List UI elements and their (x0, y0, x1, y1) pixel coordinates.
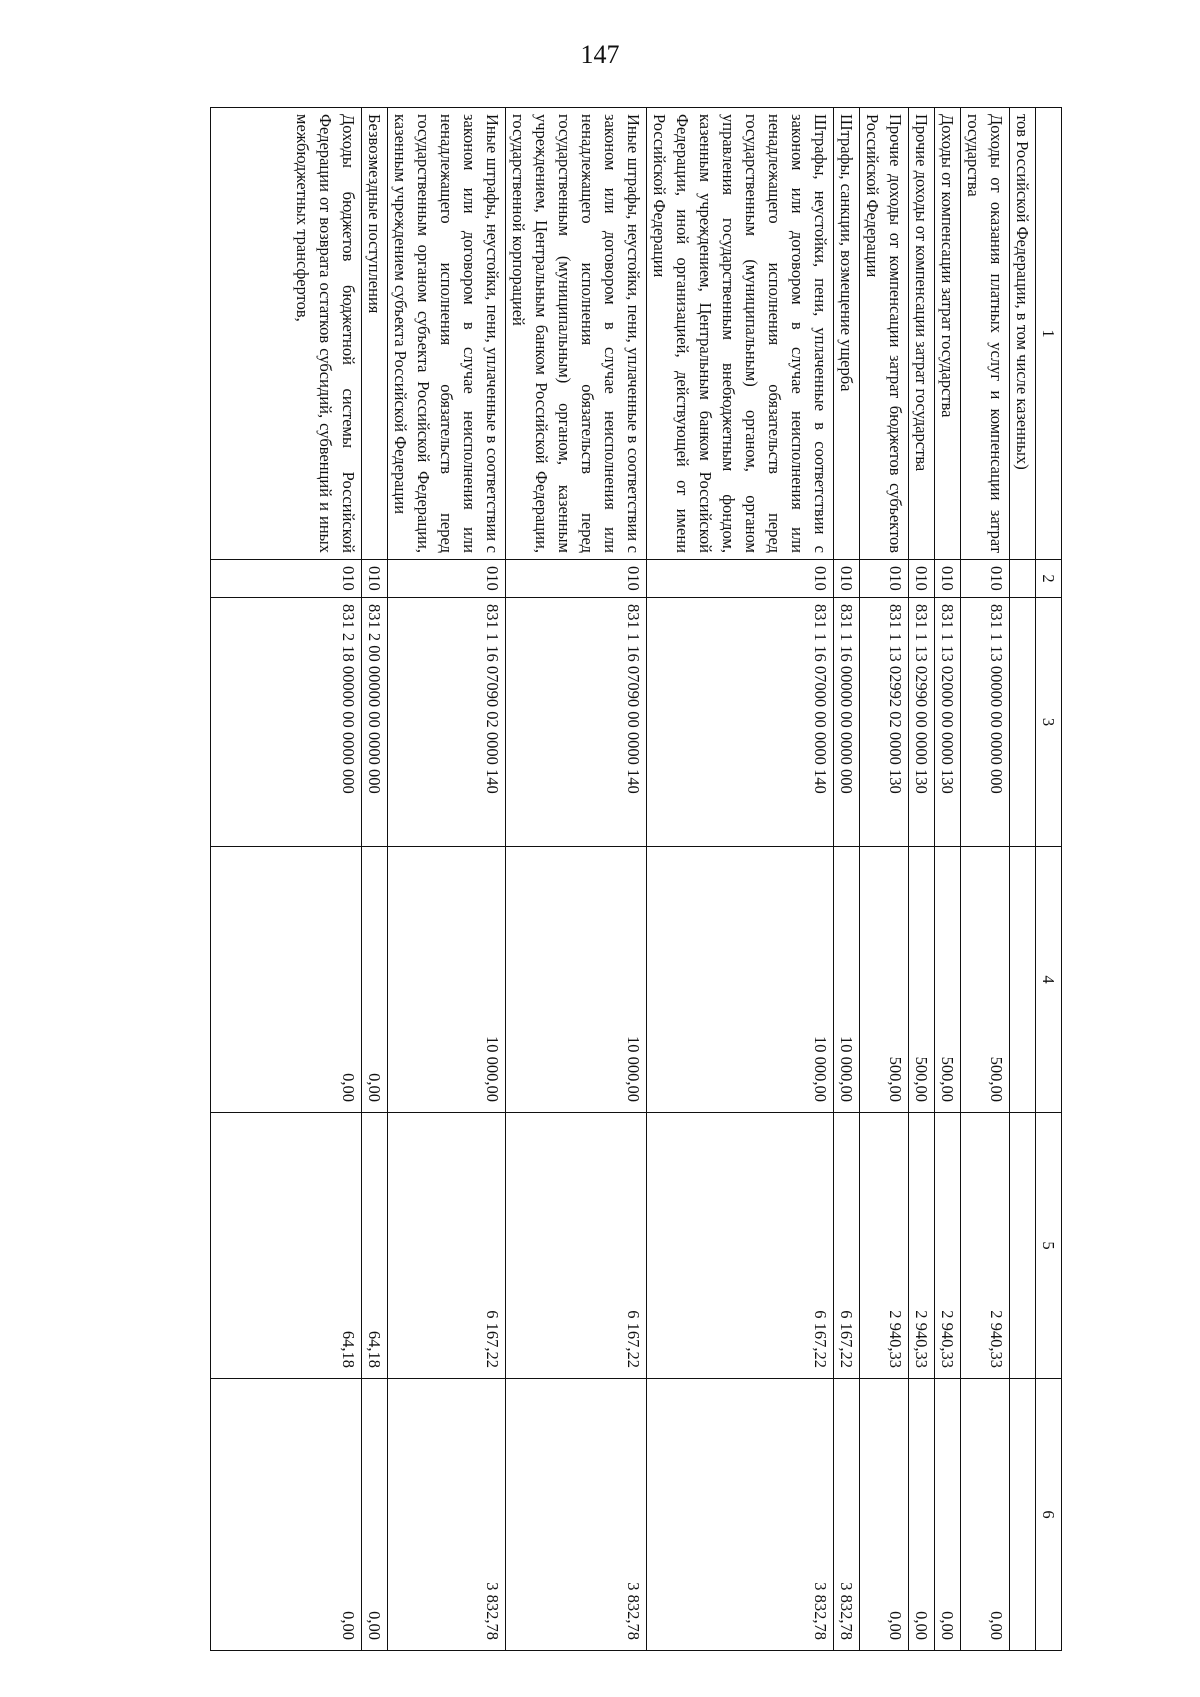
row-name-cell: Доходы от компенсации затрат государства (935, 108, 961, 560)
rotated-table-wrapper (170, 107, 1062, 1650)
header-cell-4: 4 (1036, 847, 1062, 1113)
table-row (647, 108, 834, 1651)
table-row (834, 108, 860, 1651)
table-row (961, 108, 1010, 1651)
row-name-cell: Безвозмездные поступления (362, 108, 388, 560)
row-name-cell: Иные штрафы, неустойки, пени, уплаченные в соответствии с законом или договором в случае неисполнения или ненадлежащего исполнения обязательств перед государственным (муниципальным) органом, казенным учреждением, Центральным банком Российской Федерации, государственной корпорацией (506, 108, 647, 560)
row-name-cell: Доходы от оказания платных услуг и компенсации затрат государства (961, 108, 1010, 560)
page-number: 147 (580, 40, 620, 69)
row-code-cell: 831 1 16 00000 00 0000 000 (834, 598, 860, 847)
row-code-cell: 831 1 16 07090 02 0000 140 (388, 598, 506, 847)
row-plan-value-cell: 10 000,00 (388, 847, 506, 1113)
row-kind-cell: 010 (506, 560, 647, 598)
table-body (211, 108, 1062, 1651)
row-plan-value-cell (1010, 847, 1036, 1113)
row-remainder-value-cell: 0,00 (935, 1379, 961, 1651)
row-kind-cell: 010 (909, 560, 935, 598)
row-code-cell: 831 2 00 00000 00 0000 000 (362, 598, 388, 847)
header-cell-5: 5 (1036, 1113, 1062, 1379)
table-row (860, 108, 909, 1651)
row-code-cell: 831 1 13 02992 02 0000 130 (860, 598, 909, 847)
row-remainder-value-cell: 3 832,78 (834, 1379, 860, 1651)
row-name-cell: Штрафы, санкции, возмещение ущерба (834, 108, 860, 560)
table-row (909, 108, 935, 1651)
row-name-cell: Штрафы, неустойки, пени, уплаченные в соответствии с законом или договором в случае неисполнения или ненадлежащего исполнения обязательств перед государственным (муниципальным) органом, органом управления государственным внебюджетным фондом, казенным учреждением, Центральным банком Российской Федерации, иной организацией, действующей от имени Российской Федерации (647, 108, 834, 560)
row-plan-value-cell: 0,00 (362, 847, 388, 1113)
row-name-cell: тов Российской Федерации, в том числе казенных) (1010, 108, 1036, 560)
row-name-cell: Прочие доходы от компенсации затрат бюджетов субъектов Российской Федерации (860, 108, 909, 560)
row-kind-cell: 010 (860, 560, 909, 598)
row-remainder-value-cell: 3 832,78 (506, 1379, 647, 1651)
row-kind-cell: 010 (961, 560, 1010, 598)
row-plan-value-cell: 500,00 (909, 847, 935, 1113)
row-kind-cell: 010 (211, 560, 362, 598)
header-cell-3: 3 (1036, 598, 1062, 847)
row-plan-value-cell: 0,00 (211, 847, 362, 1113)
row-actual-value-cell: 6 167,22 (388, 1113, 506, 1379)
row-code-cell: 831 1 13 02990 00 0000 130 (909, 598, 935, 847)
row-code-cell (1010, 598, 1036, 847)
row-kind-cell: 010 (647, 560, 834, 598)
table-header-row (1036, 108, 1062, 1651)
row-actual-value-cell: 2 940,33 (935, 1113, 961, 1379)
row-kind-cell (1010, 560, 1036, 598)
row-actual-value-cell (1010, 1113, 1036, 1379)
row-plan-value-cell: 500,00 (935, 847, 961, 1113)
row-plan-value-cell: 10 000,00 (647, 847, 834, 1113)
row-code-cell: 831 1 13 02000 00 0000 130 (935, 598, 961, 847)
row-kind-cell: 010 (935, 560, 961, 598)
row-name-cell: Прочие доходы от компенсации затрат государства (909, 108, 935, 560)
row-remainder-value-cell: 3 832,78 (388, 1379, 506, 1651)
table-row (935, 108, 961, 1651)
row-kind-cell: 010 (362, 560, 388, 598)
row-remainder-value-cell (1010, 1379, 1036, 1651)
row-actual-value-cell: 2 940,33 (909, 1113, 935, 1379)
row-remainder-value-cell: 0,00 (362, 1379, 388, 1651)
row-actual-value-cell: 64,18 (211, 1113, 362, 1379)
row-actual-value-cell: 6 167,22 (506, 1113, 647, 1379)
row-code-cell: 831 2 18 00000 00 0000 000 (211, 598, 362, 847)
table-row (388, 108, 506, 1651)
header-cell-1: 1 (1036, 108, 1062, 560)
row-kind-cell: 010 (834, 560, 860, 598)
row-remainder-value-cell: 0,00 (860, 1379, 909, 1651)
row-kind-cell: 010 (388, 560, 506, 598)
row-actual-value-cell: 6 167,22 (834, 1113, 860, 1379)
row-name-cell: Иные штрафы, неустойки, пени, уплаченные в соответствии с законом или договором в случае неисполнения или ненадлежащего исполнения обязательств перед государственным органом субъекта Российской Федерации, казенным учреждением субъекта Российской Федерации (388, 108, 506, 560)
table-row (362, 108, 388, 1651)
row-remainder-value-cell: 3 832,78 (647, 1379, 834, 1651)
row-code-cell: 831 1 16 07090 00 0000 140 (506, 598, 647, 847)
table-row (506, 108, 647, 1651)
row-actual-value-cell: 64,18 (362, 1113, 388, 1379)
row-actual-value-cell: 2 940,33 (860, 1113, 909, 1379)
rotated-table-frame (170, 107, 1062, 1650)
row-plan-value-cell: 10 000,00 (506, 847, 647, 1113)
row-plan-value-cell: 500,00 (961, 847, 1010, 1113)
row-remainder-value-cell: 0,00 (909, 1379, 935, 1651)
row-remainder-value-cell: 0,00 (961, 1379, 1010, 1651)
row-code-cell: 831 1 13 00000 00 0000 000 (961, 598, 1010, 847)
header-cell-2: 2 (1036, 560, 1062, 598)
header-cell-6: 6 (1036, 1379, 1062, 1651)
row-actual-value-cell: 6 167,22 (647, 1113, 834, 1379)
row-remainder-value-cell: 0,00 (211, 1379, 362, 1651)
row-code-cell: 831 1 16 07000 00 0000 140 (647, 598, 834, 847)
table-row (1010, 108, 1036, 1651)
row-plan-value-cell: 10 000,00 (834, 847, 860, 1113)
row-name-cell: Доходы бюджетов бюджетной системы Российской Федерации от возврата остатков субсидий, субвенций и иных межбюджетных трансфертов, (211, 108, 362, 560)
row-actual-value-cell: 2 940,33 (961, 1113, 1010, 1379)
revenue-table (210, 107, 1062, 1651)
table-row (211, 108, 362, 1651)
row-plan-value-cell: 500,00 (860, 847, 909, 1113)
